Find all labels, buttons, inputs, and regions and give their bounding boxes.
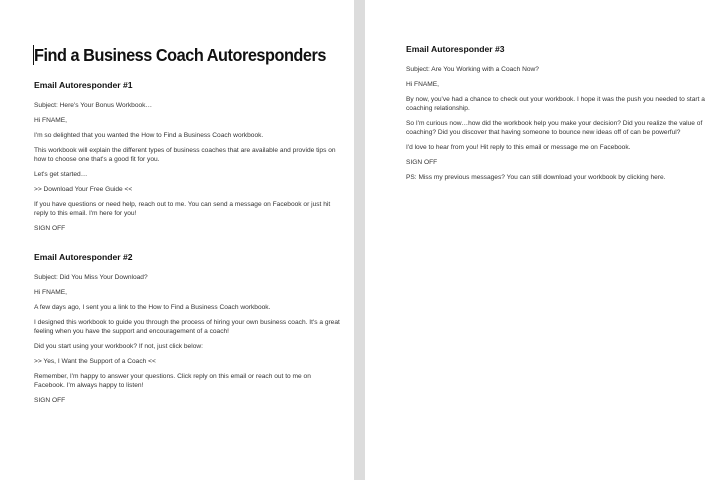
support-link-text: >> Yes, I Want the Support of a Coach <<	[34, 358, 156, 365]
body-paragraph: Let's get started…	[34, 171, 88, 178]
postscript: PS: Miss my previous messages? You can still download your workbook by clicking here.	[406, 174, 666, 181]
body-paragraph: I designed this workbook to guide you through the process of hiring your own business coach. It's a great feeling when you have the support and encouragement of a coach!	[34, 319, 340, 335]
autoresponder-2	[34, 252, 340, 405]
greeting: Hi FNAME,	[406, 81, 439, 88]
document-title	[34, 44, 326, 66]
subject-line: Subject: Here's Your Bonus Workbook…	[34, 102, 153, 109]
sign-off: SIGN OFF	[34, 225, 66, 232]
page-2[interactable]	[365, 0, 720, 480]
page-1[interactable]	[0, 0, 354, 480]
autoresponder-3	[406, 44, 708, 182]
body-paragraph: This workbook will explain the different types of business coaches that are available and provide tips on how to choose one that's a good fit for you.	[34, 147, 336, 163]
body-paragraph: By now, you've had a chance to check out your workbook. I hope it was the push you needed to start a coaching relationship.	[406, 96, 705, 112]
section-heading: Email Autoresponder #3	[406, 44, 505, 54]
greeting: Hi FNAME,	[34, 117, 67, 124]
body-paragraph: A few days ago, I sent you a link to the How to Find a Business Coach workbook.	[34, 304, 271, 311]
subject-line: Subject: Are You Working with a Coach Now?	[406, 66, 539, 73]
body-paragraph: I'd love to hear from you! Hit reply to this email or message me on Facebook.	[406, 144, 631, 151]
sign-off: SIGN OFF	[406, 159, 438, 166]
body-paragraph: If you have questions or need help, reach out to me. You can send a message on Facebook or just hit reply to this email. I'm here for you!	[34, 201, 331, 217]
download-link-text: >> Download Your Free Guide <<	[34, 186, 133, 193]
sign-off: SIGN OFF	[34, 397, 66, 404]
text-cursor	[33, 45, 34, 65]
body-paragraph: I'm so delighted that you wanted the How to Find a Business Coach workbook.	[34, 132, 264, 139]
section-spacer	[34, 239, 340, 252]
body-paragraph: Did you start using your workbook? If not, just click below:	[34, 343, 203, 350]
autoresponder-1	[34, 80, 340, 233]
section-heading: Email Autoresponder #2	[34, 252, 133, 262]
subject-line: Subject: Did You Miss Your Download?	[34, 274, 148, 281]
body-paragraph: So I'm curious now…how did the workbook help you make your decision? Did you realize the value of coaching? Did you discover that having someone to bounce new ideas off of can be powerful?	[406, 120, 703, 136]
greeting: Hi FNAME,	[34, 289, 67, 296]
body-paragraph: Remember, I'm happy to answer your questions. Click reply on this email or reach out to me on Facebook. I'm always happy to listen!	[34, 373, 311, 389]
section-heading: Email Autoresponder #1	[34, 80, 133, 90]
document-title-text: Find a Business Coach Autoresponders	[34, 45, 326, 65]
